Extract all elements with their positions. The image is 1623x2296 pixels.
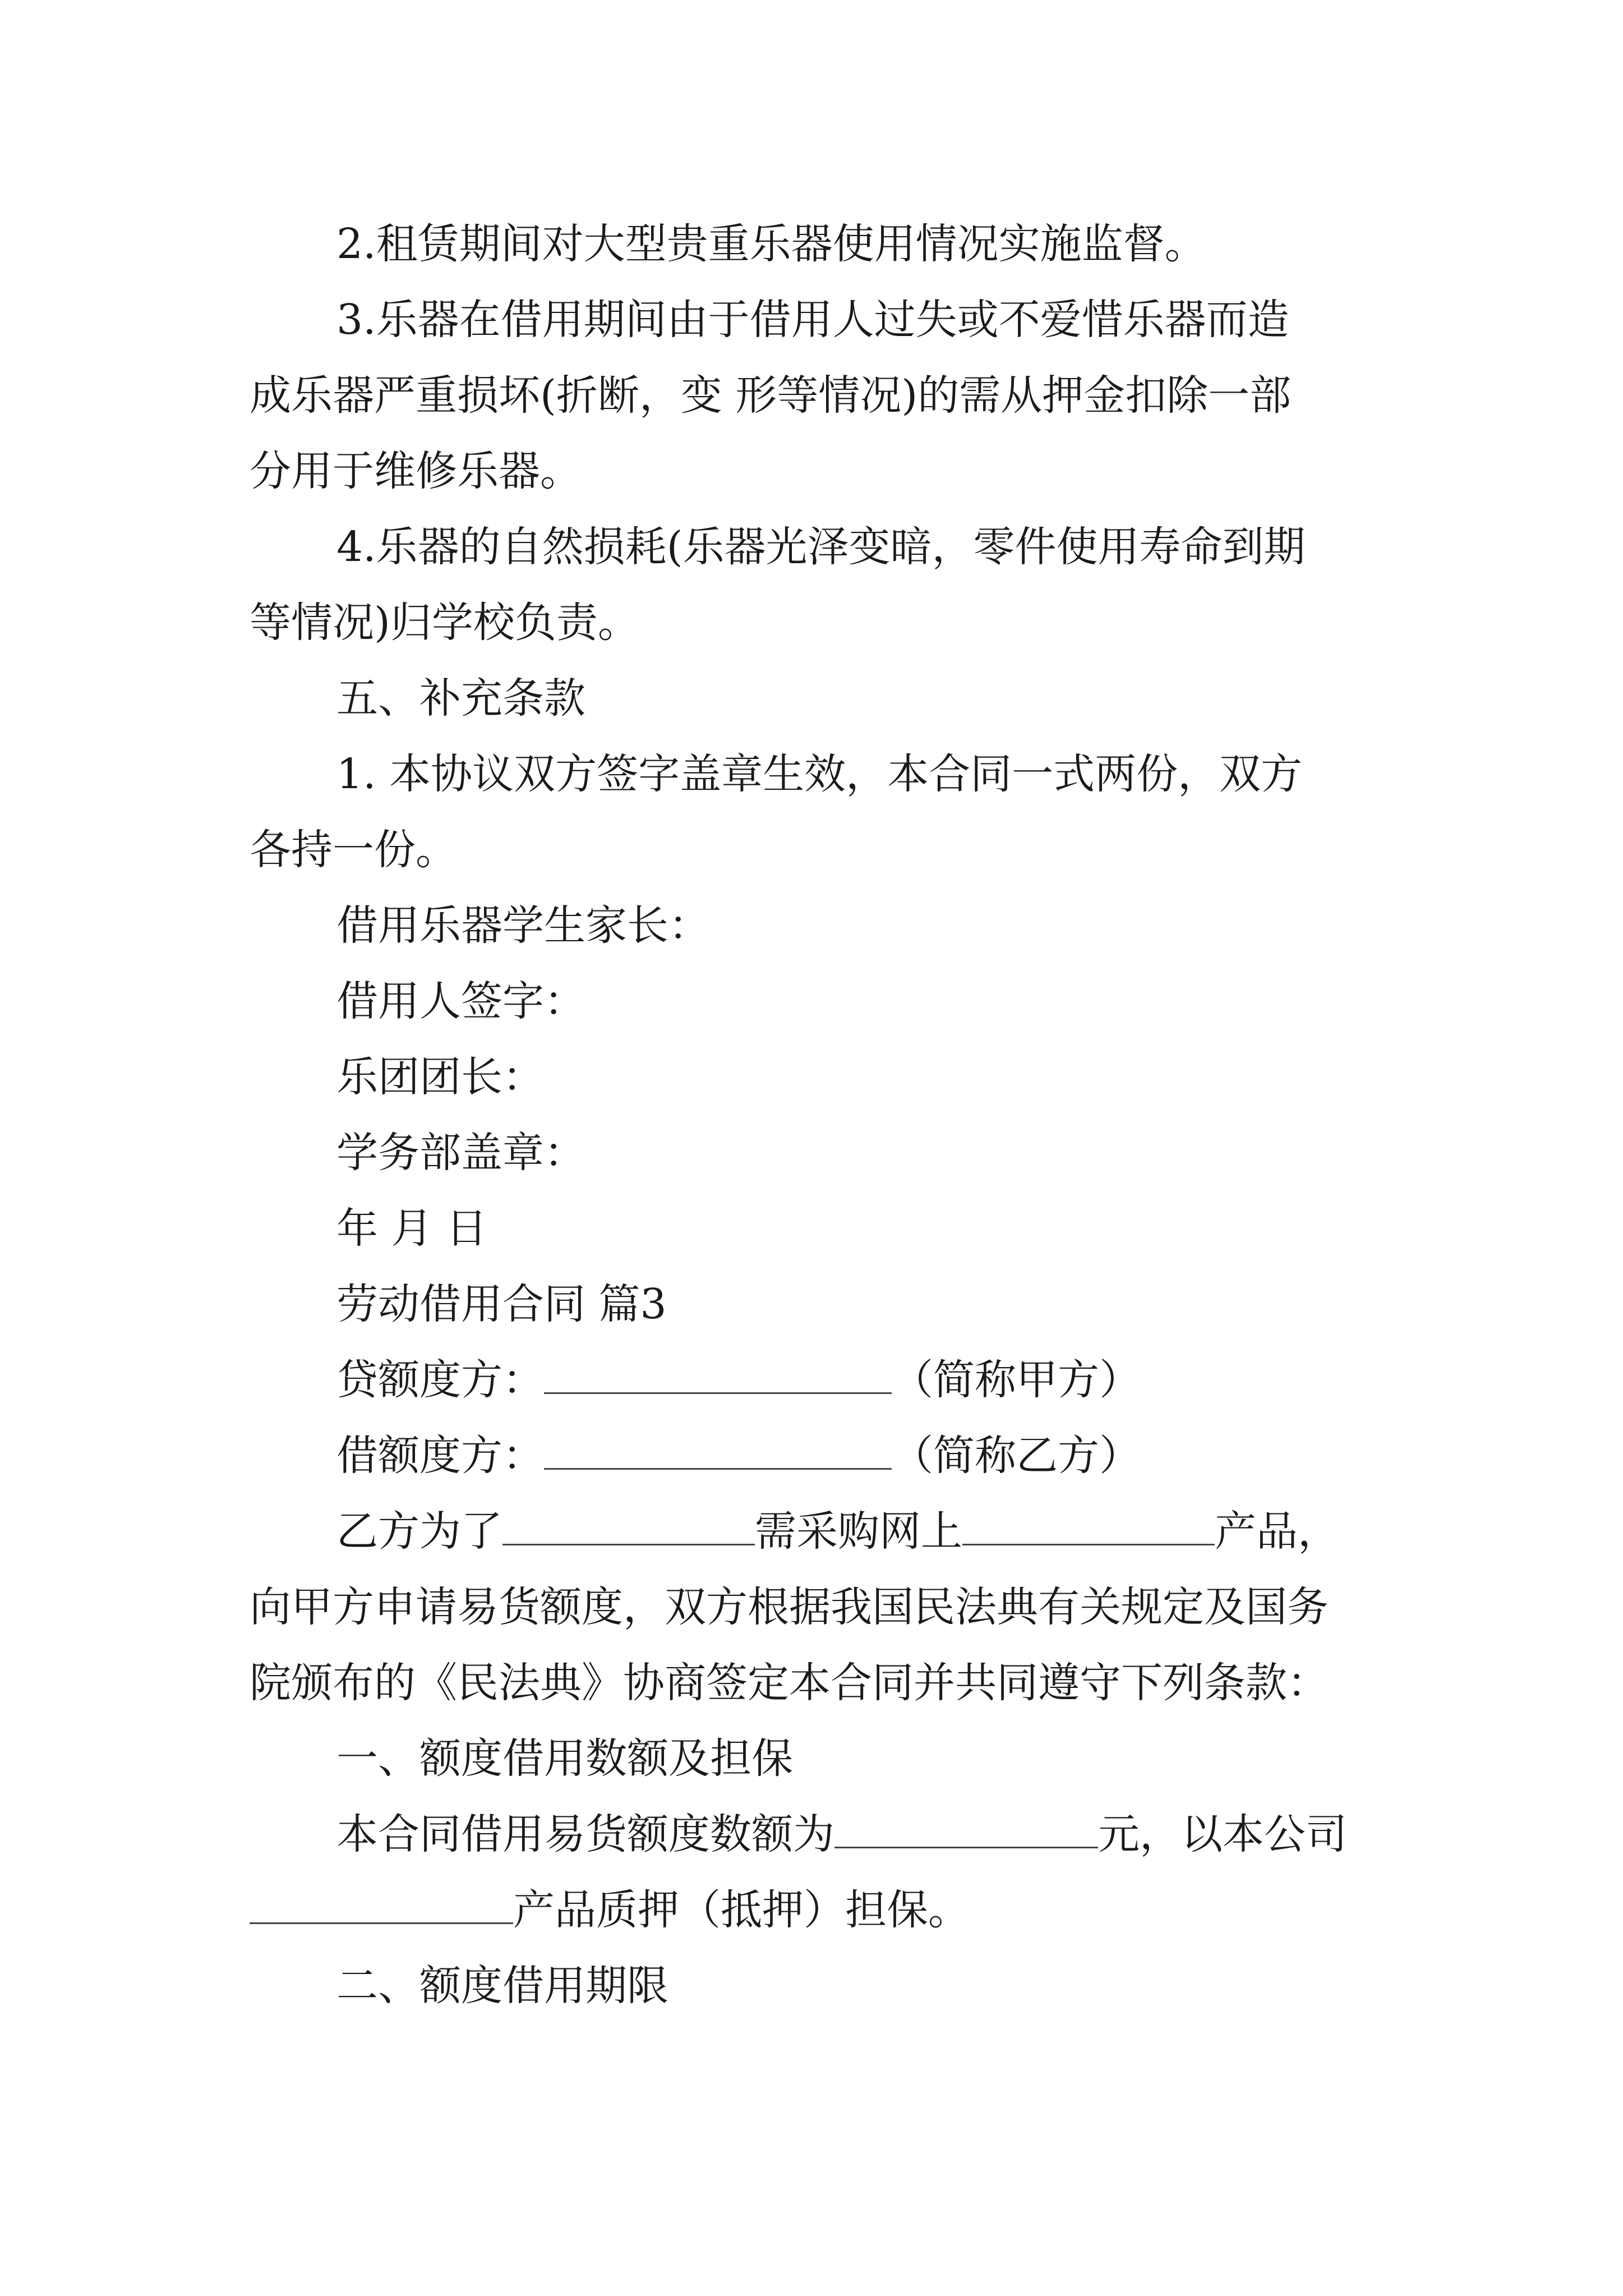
borrower-line (336, 1428, 1141, 1484)
borrower-blank (544, 1434, 892, 1470)
purpose-line (336, 1503, 1339, 1559)
clause-4-3-cont-1: 成乐器严重损坏(折断，变 形等情况)的需从押金扣除一部 (250, 371, 1292, 420)
amount-blank (834, 1813, 1098, 1848)
guarantee-blank (250, 1889, 513, 1924)
contract-title: 劳动借用合同 篇3 (336, 1280, 667, 1328)
clause-4-4-cont: 等情况)归学校负责。 (250, 599, 639, 647)
signature-parent: 借用乐器学生家长： (336, 901, 710, 950)
clause-4-2: 2.租赁期间对大型贵重乐器使用情况实施监督。 (336, 220, 1206, 268)
lender-line (336, 1352, 1141, 1408)
clause-5-1-cont: 各持一份。 (250, 826, 457, 874)
purpose-cont-1: 向甲方申请易货额度，双方根据我国民法典有关规定及国务 (250, 1583, 1329, 1631)
purpose-text-2: 需采购网上 (755, 1507, 962, 1556)
guarantee-text: 产品质押（抵押）担保。 (513, 1886, 970, 1934)
lender-abbr: （简称甲方） (892, 1356, 1141, 1404)
seal-academic-affairs: 学务部盖章： (336, 1129, 585, 1177)
borrower-abbr: （简称乙方） (892, 1432, 1141, 1480)
clause-4-3: 3.乐器在借用期间由于借用人过失或不爱惜乐器而造 (336, 296, 1289, 344)
guarantee-line (250, 1882, 970, 1938)
section-5-heading: 五、补充条款 (336, 674, 585, 723)
purpose-text-3: 产品， (1215, 1507, 1339, 1556)
purpose-blank-2 (962, 1510, 1215, 1545)
signature-borrower: 借用人签字： (336, 977, 585, 1025)
purpose-text-1: 乙方为了 (336, 1507, 502, 1556)
clause-4-3-cont-2: 分用于维修乐器。 (250, 447, 582, 495)
clause-5-1: 1. 本协议双方签字盖章生效，本合同一式两份，双方 (336, 750, 1303, 798)
section-1-heading: 一、额度借用数额及担保 (336, 1734, 793, 1783)
signature-band-leader: 乐团团长： (336, 1053, 544, 1101)
section-2-heading: 二、额度借用期限 (336, 1962, 668, 2010)
amount-text-2: 元，以本公司 (1098, 1810, 1347, 1858)
purpose-blank-1 (502, 1510, 755, 1545)
lender-blank (544, 1359, 892, 1394)
purpose-cont-2: 院颁布的《民法典》协商签定本合同并共同遵守下列条款： (250, 1659, 1329, 1707)
borrower-label: 借额度方： (336, 1432, 544, 1480)
amount-line (336, 1806, 1347, 1862)
clause-4-4: 4.乐器的自然损耗(乐器光泽变暗，零件使用寿命到期 (336, 523, 1306, 571)
date-line: 年 月 日 (336, 1204, 488, 1253)
lender-label: 贷额度方： (336, 1356, 544, 1404)
amount-text-1: 本合同借用易货额度数额为 (336, 1810, 834, 1858)
